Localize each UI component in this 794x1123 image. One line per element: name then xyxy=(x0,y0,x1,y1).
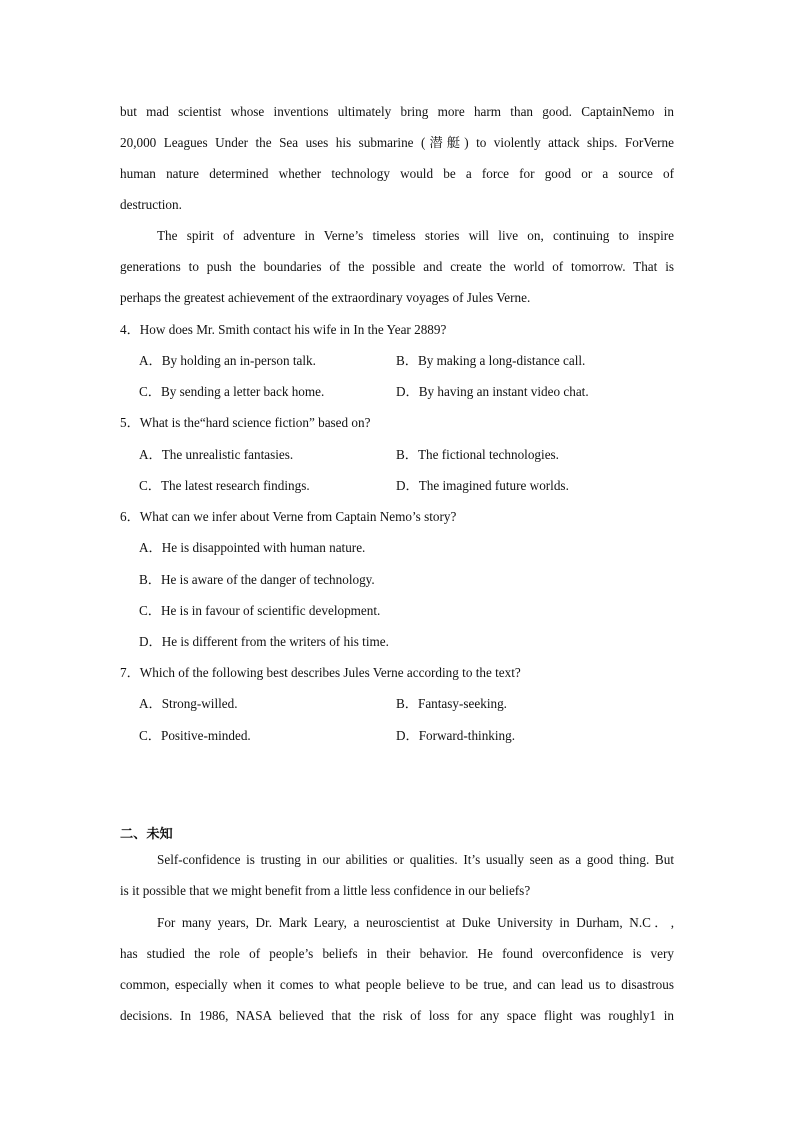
question-6-option-b[interactable]: B．He is aware of the danger of technology. xyxy=(139,572,375,587)
question-5-option-b[interactable]: B．The fictional technologies. xyxy=(396,447,559,462)
passage-line: human nature determined whether technology would be a force for good or a source of xyxy=(120,166,674,181)
question-7-stem: 7．Which of the following best describes Jules Verne according to the text? xyxy=(120,665,521,680)
question-7-option-d[interactable]: D．Forward-thinking. xyxy=(396,728,516,743)
question-5-option-c[interactable]: C．The latest research findings. xyxy=(139,478,310,493)
question-4-option-d[interactable]: D．By having an instant video chat. xyxy=(396,384,589,399)
question-6-option-c[interactable]: C．He is in favour of scientific development. xyxy=(139,603,381,618)
passage-line: perhaps the greatest achievement of the extraordinary voyages of Jules Verne. xyxy=(120,290,531,305)
passage-line: The spirit of adventure in Verne’s timeless stories will live on, continuing to inspire xyxy=(157,228,674,243)
question-4-option-b[interactable]: B．By making a long-distance call. xyxy=(396,353,586,368)
question-6-option-d[interactable]: D．He is different from the writers of his time. xyxy=(139,634,389,649)
question-5-option-d[interactable]: D．The imagined future worlds. xyxy=(396,478,569,493)
question-7-option-a[interactable]: A．Strong-willed. xyxy=(139,696,238,711)
question-5-stem: 5．What is the“hard science fiction” based on? xyxy=(120,415,371,430)
passage-line: 20,000 Leagues Under the Sea uses his submarine (潜艇) to violently attack ships. ForVerne xyxy=(120,135,674,150)
passage-line: destruction. xyxy=(120,197,182,212)
question-6-option-a[interactable]: A．He is disappointed with human nature. xyxy=(139,540,366,555)
section-heading: 二、未知 xyxy=(120,827,173,842)
passage-line: has studied the role of people’s beliefs in their behavior. He found overconfidence is very xyxy=(120,946,674,961)
question-5-option-a[interactable]: A．The unrealistic fantasies. xyxy=(139,447,294,462)
passage-line: is it possible that we might benefit from a little less confidence in our beliefs? xyxy=(120,883,531,898)
passage-line: decisions. In 1986, NASA believed that the risk of loss for any space flight was roughly1 in xyxy=(120,1008,674,1023)
question-7-option-b[interactable]: B．Fantasy-seeking. xyxy=(396,696,507,711)
passage-line: common, especially when it comes to what people believe to be true, and can lead us to disastrous xyxy=(120,977,674,992)
question-4-option-a[interactable]: A．By holding an in-person talk. xyxy=(139,353,316,368)
passage-line: but mad scientist whose inventions ultimately bring more harm than good. CaptainNemo in xyxy=(120,104,674,119)
question-4-option-c[interactable]: C．By sending a letter back home. xyxy=(139,384,325,399)
question-7-option-c[interactable]: C．Positive-minded. xyxy=(139,728,251,743)
question-4-stem: 4．How does Mr. Smith contact his wife in In the Year 2889? xyxy=(120,322,447,337)
passage-line: generations to push the boundaries of the possible and create the world of tomorrow. That is xyxy=(120,259,674,274)
question-6-stem: 6．What can we infer about Verne from Captain Nemo’s story? xyxy=(120,509,457,524)
passage-line: Self-confidence is trusting in our abilities or qualities. It’s usually seen as a good thing. But xyxy=(157,852,674,867)
passage-line: For many years, Dr. Mark Leary, a neuroscientist at Duke University in Durham, N.C．, xyxy=(157,915,674,930)
